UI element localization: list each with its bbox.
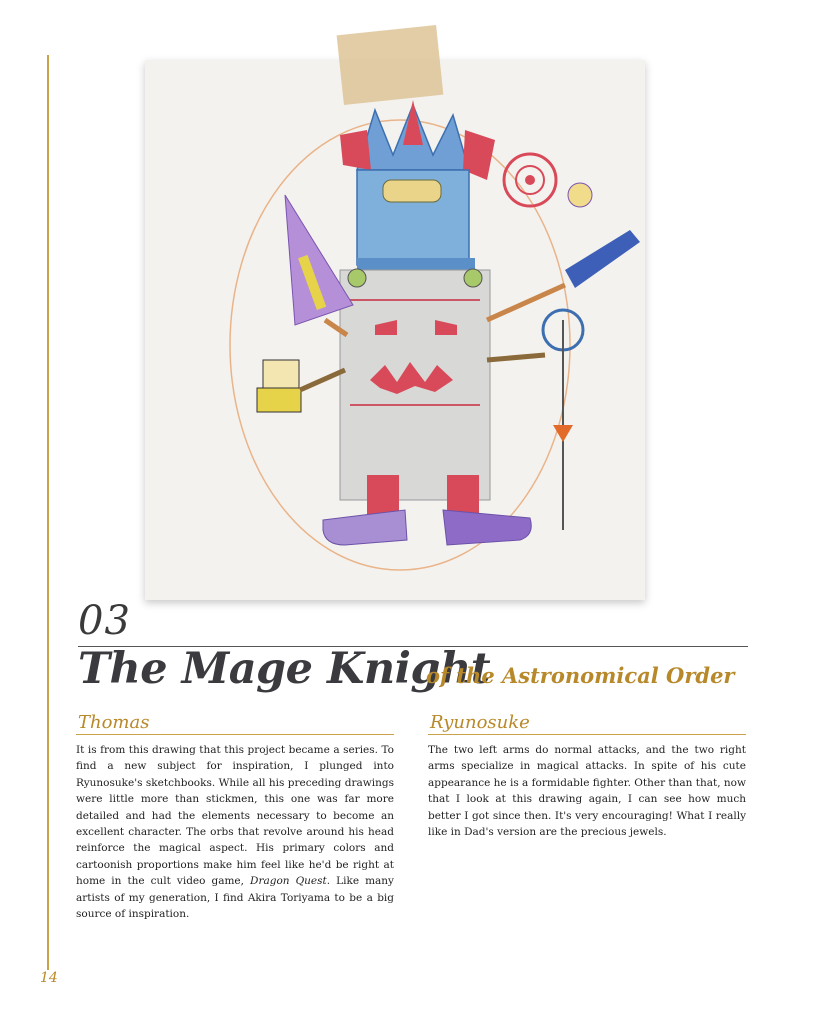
margin-rule	[47, 55, 49, 970]
text-segment: . Like many artists of my generation, I find Akira Toriyama to be a big source of inspiration.	[76, 875, 394, 921]
column-text-ryunosuke: The two left arms do normal attacks, and the two right arms specialize in magical attacks. In spite of his cute appearance he is a formidable fighter. Other than that, now that I look at this drawing again, I can see how much better I got since then. It's very encouraging! What I really like in Dad's version are the precious jewels.	[428, 744, 746, 839]
masking-tape	[337, 25, 444, 105]
column-ryunosuke	[428, 712, 746, 840]
mage-knight-drawing	[135, 30, 655, 610]
column-thomas	[76, 712, 394, 922]
page-number: 14	[40, 970, 58, 986]
artwork	[135, 30, 655, 610]
column-author-ryunosuke: Ryunosuke	[428, 712, 746, 735]
text-segment: It is from this drawing that this project became a series. To find a new subject for inspiration, I plunged into Ryunosuke's sketchbooks. While all his preceding drawings were little more than stickmen, this one was far more detailed and had the elements necessary to become an excellent character. The orbs that revolve around his head reinforce the magical aspect. His primary colors and cartoonish proportions make him feel like he'd be right at home in the cult video game,	[76, 744, 394, 888]
chapter-number: 03	[78, 598, 131, 644]
chapter-subtitle: of the Astronomical Order	[426, 663, 735, 688]
column-text-thomas	[76, 742, 394, 922]
chapter-title: The Mage Knight	[78, 644, 491, 694]
game-title: Dragon Quest	[250, 875, 327, 888]
column-author-thomas: Thomas	[76, 712, 394, 735]
